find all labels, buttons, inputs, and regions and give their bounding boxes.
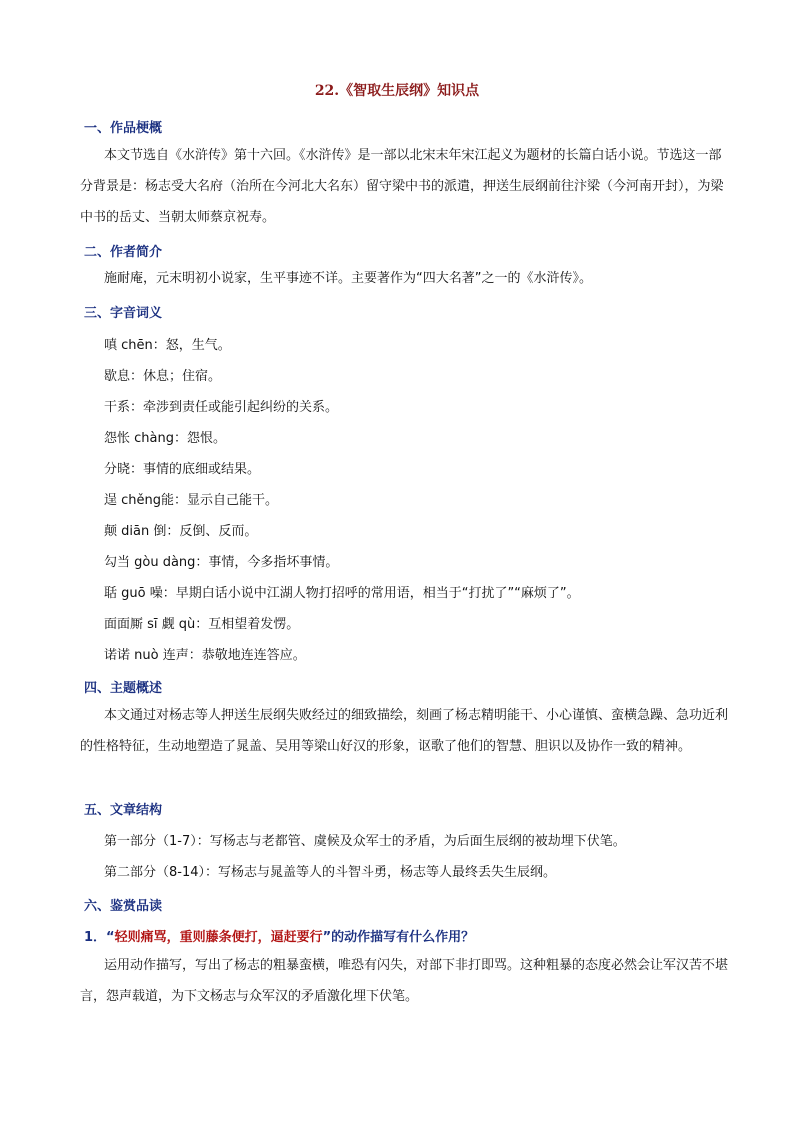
question-text: ”的动作描写有什么作用？ [322, 930, 475, 945]
answer-paragraph [80, 950, 728, 1012]
question-quote: 轻则痛骂，重则藤条便打，逼赶要行 [114, 930, 323, 945]
vocab-item: 歇息：休息；住宿。 [104, 369, 222, 384]
vocab-item: 嗔 chēn：怒，生气。 [104, 338, 231, 353]
heading-structure: 五、文章结构 [84, 803, 163, 818]
question-number: 1． [84, 930, 107, 945]
vocab-item: 逞 chěng能：显示自己能干。 [104, 493, 279, 508]
page-title: 22.《智取生辰纲》知识点 [314, 83, 480, 99]
vocab-item: 分晓：事情的底细或结果。 [104, 462, 261, 477]
vocab-item: 颠 diān 倒：反倒、反而。 [104, 524, 258, 539]
heading-theme: 四、主题概述 [84, 681, 163, 696]
heading-author: 二、作者简介 [84, 245, 163, 260]
synopsis-paragraph [80, 140, 728, 233]
vocab-item: 面面厮 sī 觑 qù：互相望着发愣。 [104, 617, 300, 632]
theme-text: 本文通过对杨志等人押送生辰纲失败经过的细致描绘，刻画了杨志精明能干、小心谨慎、蛮横急躁、急功近利的性格特征，生动地塑造了晁盖、吴用等梁山好汉的形象，讴歌了他们的智慧、胆识以及协作一致的精神。 [80, 708, 729, 754]
question-open-quote: “ [106, 930, 115, 945]
structure-item: 第二部分（8-14）：写杨志与晁盖等人的斗智斗勇，杨志等人最终丢失生辰纲。 [104, 865, 557, 880]
heading-vocabulary: 三、字音词义 [84, 306, 163, 321]
vocab-item: 聒 guō 噪：早期白话小说中江湖人物打招呼的常用语，相当于“打扰了”“麻烦了”。 [104, 586, 580, 601]
synopsis-text: 本文节选自《水浒传》第十六回。《水浒传》是一部以北宋末年宋江起义为题材的长篇白话小说。节选这一部分背景是：杨志受大名府（治所在今河北大名东）留守梁中书的派遣，押送生辰纲前往汴梁（今河南开封），为梁中书的岳丈、当朝太师蔡京祝寿。 [80, 148, 724, 225]
vocab-item: 诺诺 nuò 连声：恭敬地连连答应。 [104, 648, 306, 663]
answer-text: 运用动作描写，写出了杨志的粗暴蛮横，唯恐有闪失，对部下非打即骂。这种粗暴的态度必然会让军汉苦不堪言，怨声载道，为下文杨志与众军汉的矛盾激化埋下伏笔。 [80, 958, 729, 1004]
heading-synopsis: 一、作品梗概 [84, 121, 163, 136]
question-1 [84, 926, 474, 945]
vocab-item: 勾当 gòu dàng：事情，今多指坏事情。 [104, 555, 339, 570]
vocab-item: 干系：牵涉到责任或能引起纠纷的关系。 [104, 400, 339, 415]
author-paragraph [80, 263, 728, 294]
structure-item: 第一部分（1-7）：写杨志与老都管、虞候及众军士的矛盾，为后面生辰纲的被劫埋下伏笔。 [104, 834, 626, 849]
theme-paragraph [80, 700, 728, 762]
heading-appreciation: 六、鉴赏品读 [84, 899, 163, 914]
vocab-item: 怨怅 chàng：怨恨。 [104, 431, 226, 446]
author-text: 施耐庵，元末明初小说家，生平事迹不详。主要著作为“四大名著”之一的《水浒传》。 [104, 271, 592, 286]
